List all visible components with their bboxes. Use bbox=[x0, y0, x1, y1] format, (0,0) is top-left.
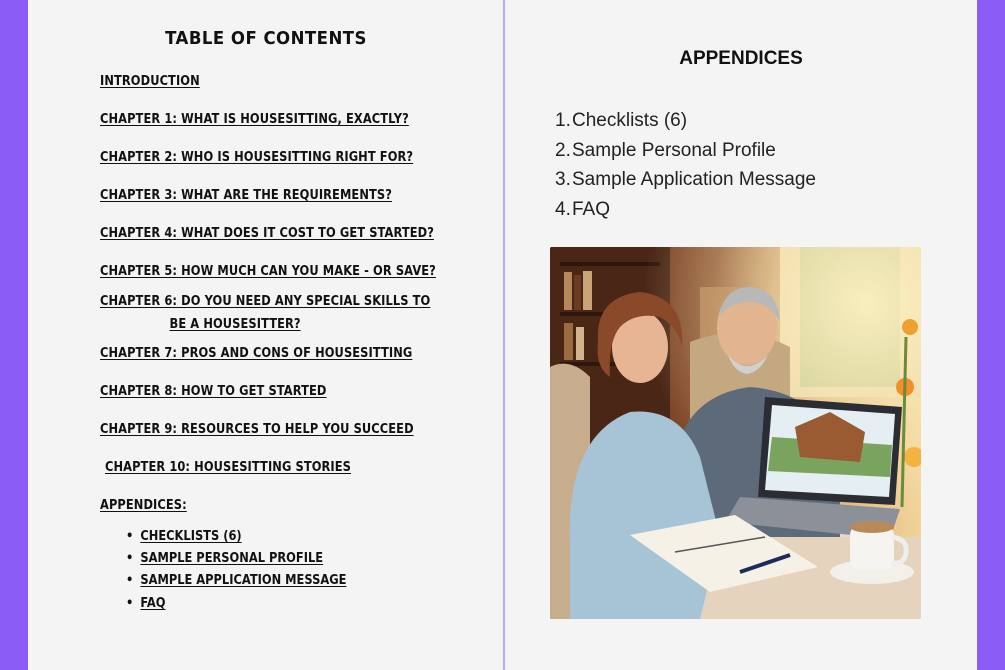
couple-laptop-photo bbox=[550, 247, 921, 619]
toc-item-chapter-6[interactable]: CHAPTER 6: DO YOU NEED ANY SPECIAL SKILLS TO bbox=[100, 294, 431, 309]
appendix-item: 1.Checklists (6) bbox=[555, 110, 688, 131]
toc-subitem-checklists bbox=[126, 529, 242, 544]
toc-item-introduction[interactable]: INTRODUCTION bbox=[100, 74, 200, 89]
toc-title: TABLE OF CONTENTS bbox=[165, 28, 367, 49]
appendices-list bbox=[555, 106, 816, 224]
bullet-icon: • bbox=[126, 573, 134, 588]
bullet-icon: • bbox=[126, 596, 134, 611]
toc-item-chapter-7[interactable]: CHAPTER 7: PROS AND CONS OF HOUSESITTING bbox=[100, 346, 413, 361]
toc-item-chapter-6-continued[interactable]: BE A HOUSESITTER? bbox=[169, 317, 301, 332]
toc-subitem-label[interactable]: CHECKLISTS (6) bbox=[140, 529, 242, 544]
toc-subitem-personal-profile bbox=[126, 551, 323, 566]
toc-item-chapter-3[interactable]: CHAPTER 3: WHAT ARE THE REQUIREMENTS? bbox=[100, 188, 392, 203]
bullet-icon: • bbox=[126, 551, 134, 566]
toc-item-chapter-4[interactable]: CHAPTER 4: WHAT DOES IT COST TO GET STARTED? bbox=[100, 226, 434, 241]
bullet-icon: • bbox=[126, 529, 134, 544]
toc-item-chapter-9[interactable]: CHAPTER 9: RESOURCES TO HELP YOU SUCCEED bbox=[100, 422, 414, 437]
toc-subitem-label[interactable]: FAQ bbox=[140, 596, 166, 611]
toc-item-chapter-1[interactable]: CHAPTER 1: WHAT IS HOUSESITTING, EXACTLY? bbox=[100, 112, 409, 127]
appendix-item: 3.Sample Application Message bbox=[555, 169, 816, 190]
toc-item-chapter-2[interactable]: CHAPTER 2: WHO IS HOUSESITTING RIGHT FOR? bbox=[100, 150, 414, 165]
appendix-item: 2.Sample Personal Profile bbox=[555, 139, 776, 161]
toc-subitem-application-message bbox=[126, 573, 346, 588]
toc-subitem-faq bbox=[126, 596, 165, 611]
toc-item-chapter-10[interactable]: CHAPTER 10: HOUSESITTING STORIES bbox=[105, 460, 352, 475]
toc-item-appendices[interactable]: APPENDICES: bbox=[100, 498, 187, 513]
right-page bbox=[505, 0, 977, 670]
toc-subitem-label[interactable]: SAMPLE PERSONAL PROFILE bbox=[140, 551, 324, 566]
appendix-item: 4.FAQ bbox=[555, 198, 611, 220]
left-page bbox=[28, 0, 504, 670]
toc-item-chapter-5[interactable]: CHAPTER 5: HOW MUCH CAN YOU MAKE - OR SAVE? bbox=[100, 264, 436, 279]
toc-item-chapter-8[interactable]: CHAPTER 8: HOW TO GET STARTED bbox=[100, 384, 327, 399]
appendices-title: APPENDICES bbox=[679, 48, 803, 69]
toc-subitem-label[interactable]: SAMPLE APPLICATION MESSAGE bbox=[140, 573, 347, 588]
